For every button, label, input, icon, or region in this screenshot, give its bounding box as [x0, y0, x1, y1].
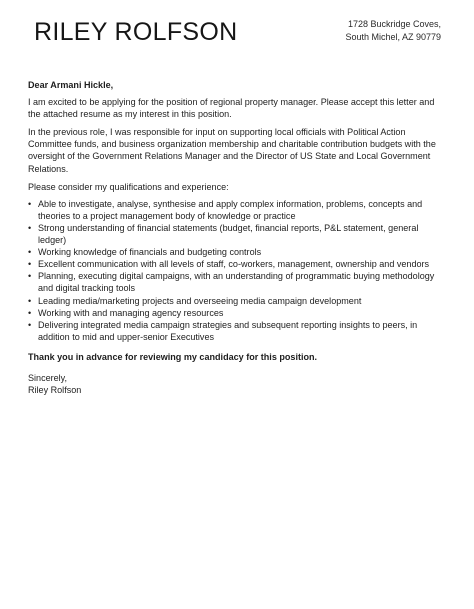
- bullet-icon: •: [28, 271, 32, 282]
- list-item-text: Working knowledge of financials and budgeting controls: [38, 247, 262, 258]
- list-item-text: Working with and managing agency resources: [38, 307, 224, 318]
- letter-body: [28, 79, 448, 396]
- bullet-icon: •: [28, 307, 32, 318]
- list-item: [28, 222, 448, 246]
- bullet-icon: •: [28, 319, 32, 330]
- bullet-icon: •: [28, 295, 32, 306]
- list-item-text: Able to investigate, analyse, synthesise and apply complex information, problems, concepts and theories to a project management body of knowledge or practice: [38, 198, 423, 221]
- intro-paragraph: I am excited to be applying for the position of regional property manager. Please accept this letter and the attached resume as my interest in this position.: [28, 97, 435, 120]
- thank-you-line: Thank you in advance for reviewing my candidacy for this position.: [28, 351, 318, 362]
- list-item-text: Delivering integrated media campaign strategies and subsequent reporting insights to peers, in addition to mid and upper-senior Executives: [38, 319, 418, 342]
- previous-role-paragraph: In the previous role, I was responsible for input on supporting local officials with Political Action Committee funds, and business organization membership and charitable contribution budgets with the oversight of the Government Relations Manager and the Director of US State and Local Government Relations.: [28, 127, 436, 174]
- address-line-2: South Michel, AZ 90779: [345, 32, 441, 42]
- list-item-text: Planning, executing digital campaigns, with an understanding of programmatic buying methodology and digital tracking tools: [38, 271, 435, 294]
- signature-name: Riley Rolfson: [28, 385, 82, 396]
- letter-greeting: Dear Armani Hickle,: [28, 80, 114, 90]
- list-item: [28, 307, 448, 319]
- qualifications-intro: Please consider my qualifications and experience:: [28, 181, 229, 192]
- bullet-icon: •: [28, 259, 32, 270]
- list-item: [28, 246, 448, 258]
- list-item: [28, 295, 448, 307]
- applicant-name: RILEY ROLFSON: [34, 18, 238, 46]
- list-item-text: Strong understanding of financial statements (budget, financial reports, P&L statement, general ledger): [38, 222, 419, 246]
- list-item: [28, 198, 448, 222]
- list-item: [28, 270, 448, 294]
- list-item-text: Excellent communication with all levels of staff, co-workers, management, ownership and vendors: [38, 259, 430, 270]
- qualifications-list: [28, 198, 448, 343]
- bullet-icon: •: [28, 247, 32, 258]
- bullet-icon: •: [28, 198, 32, 209]
- list-item-text: Leading media/marketing projects and overseeing media campaign development: [38, 295, 362, 306]
- address-line-1: 1728 Buckridge Coves,: [347, 19, 441, 29]
- list-item: [28, 258, 448, 270]
- bullet-icon: •: [28, 222, 32, 233]
- applicant-address: [345, 18, 441, 44]
- sign-off: Sincerely,: [28, 372, 68, 383]
- list-item: [28, 319, 448, 343]
